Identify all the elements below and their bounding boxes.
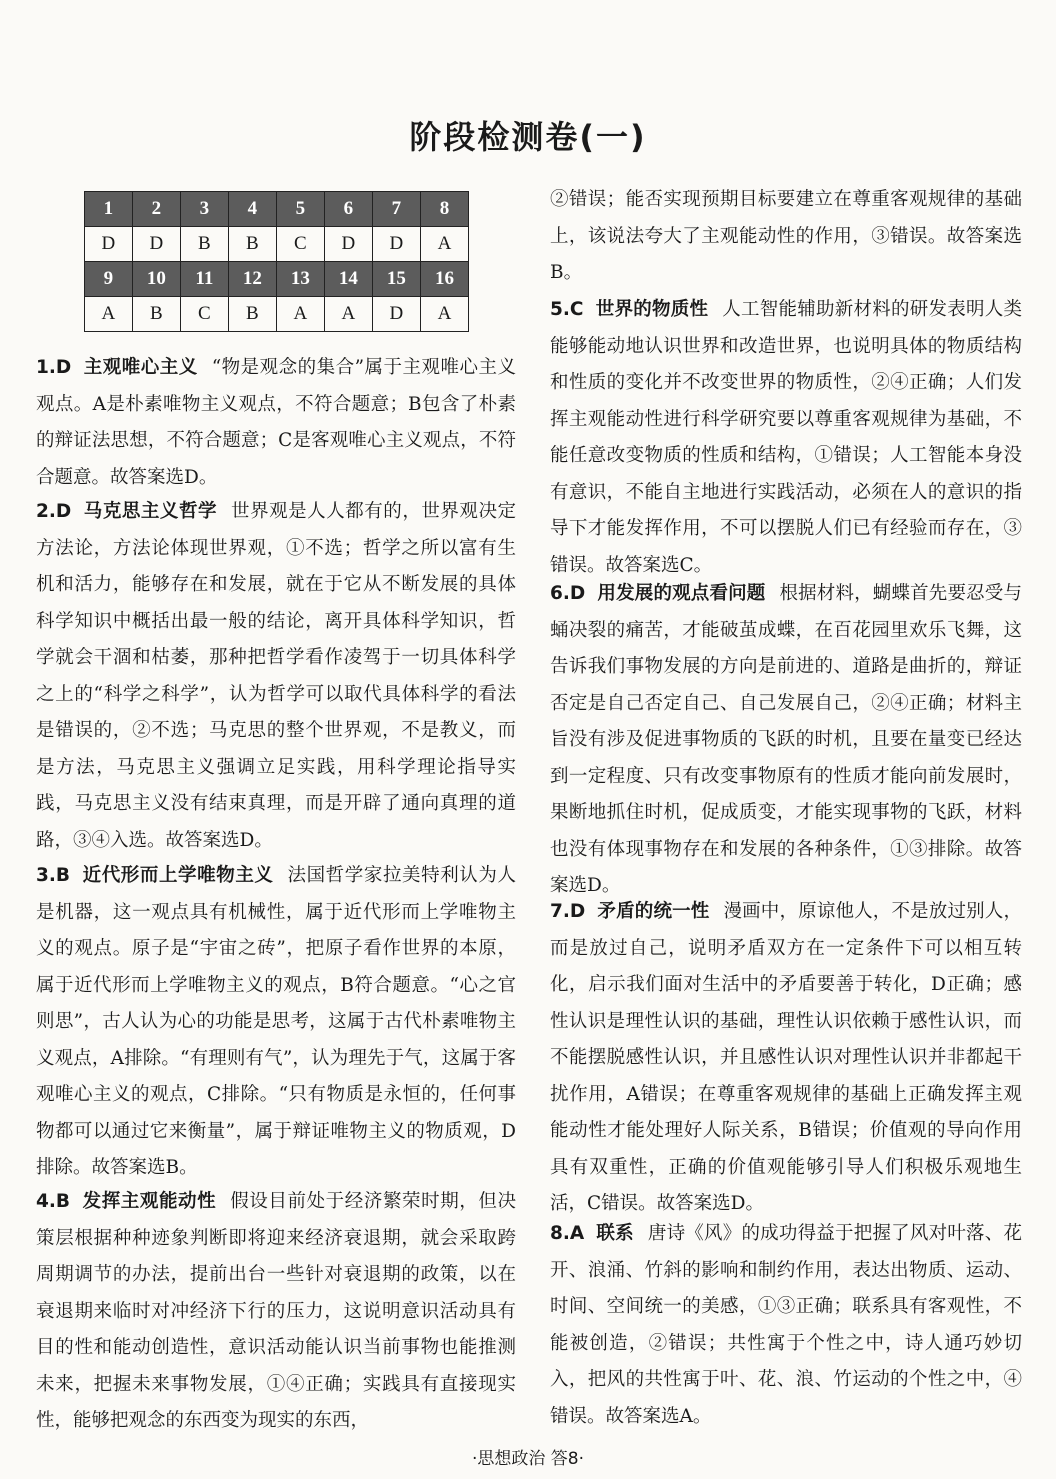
table-cell: 7	[372, 192, 420, 227]
page-title: 阶段检测卷(一)	[409, 118, 647, 156]
answer-item-1: 1.D 主观唯心主义 “物是观念的集合”属于主观唯心主义观点。A是朴素唯物主义观点，不符合题意；B包含了朴素的辩证法思想，不符合题意；C是客观唯心主义观点，不符合题意。故答案选D。	[36, 357, 516, 488]
answer-item-3: 3.B 近代形而上学唯物主义 法国哲学家拉美特利认为人是机器，这一观点具有机械性，属于近代形而上学唯物主义的观点。原子是“宇宙之砖”，把原子看作世界的本原，属于近代形而上学唯物主义的观点，B符合题意。“心之官则思”，古人认为心的功能是思考，这属于古代朴素唯物主义观点，A排除。“有理则有气”，认为理先于气，这属于客观唯心主义的观点，C排除。“只有物质是永恒的，任何事物都可以通过它来衡量”，属于辩证唯物主义的物质观，D排除。故答案选B。	[36, 865, 516, 1178]
answer-table-number-row	[85, 262, 469, 297]
table-cell: A	[324, 297, 372, 332]
table-cell: 3	[180, 192, 228, 227]
table-cell: D	[372, 297, 420, 332]
answer-item-7: 7.D 矛盾的统一性 漫画中，原谅他人，不是放过别人，而是放过自己，说明矛盾双方在一定条件下可以相互转化，启示我们面对生活中的矛盾要善于转化，D正确；感性认识是理性认识的基础，理性认识依赖于感性认识，而不能摆脱感性认识，并且感性认识对理性认识并非都起干扰作用，A错误；在尊重客观规律的基础上正确发挥主观能动性才能处理好人际关系，B错误；价值观的导向作用具有双重性，正确的价值观能够引导人们积极乐观地生活，C错误。故答案选D。	[550, 901, 1022, 1214]
table-cell: 11	[180, 262, 228, 297]
table-cell: 16	[420, 262, 468, 297]
table-cell: D	[372, 227, 420, 262]
page-footer: ·思想政治 答8·	[471, 1449, 585, 1469]
answer-item-4: 4.B 发挥主观能动性 假设目前处于经济繁荣时期，但决策层根据种种迹象判断即将迎来经济衰退期，就会采取跨周期调节的办法，提前出台一些针对衰退期的政策，以在衰退期来临时对冲经济下行的压力，这说明意识活动具有目的性和能动创造性，意识活动能认识当前事物也能推测未来，把握未来事物发展，①④正确；实践具有直接现实性，能够把观念的东西变为现实的东西，	[36, 1191, 516, 1431]
table-cell: A	[276, 297, 324, 332]
table-cell: A	[420, 227, 468, 262]
table-cell: D	[85, 227, 133, 262]
table-cell: 10	[132, 262, 180, 297]
answer-item-8: 8.A 联系 唐诗《风》的成功得益于把握了风对叶落、花开、浪涌、竹斜的影响和制约作用，表达出物质、运动、时间、空间统一的美感，①③正确；联系具有客观性，不能被创造，②错误；共性寓于个性之中，诗人通巧妙切入，把风的共性寓于叶、花、浪、竹运动的个性之中，④错误。故答案选A。	[550, 1223, 1022, 1427]
table-cell: B	[132, 297, 180, 332]
table-cell: C	[180, 297, 228, 332]
table-cell: D	[132, 227, 180, 262]
table-cell: B	[228, 297, 276, 332]
answer-item-5: 5.C 世界的物质性 人工智能辅助新材料的研发表明人类能够能动地认识世界和改造世界，也说明具体的物质结构和性质的变化并不改变世界的物质性，②④正确；人们发挥主观能动性进行科学研究要以尊重客观规律为基础，不能任意改变物质的性质和结构，①错误；人工智能本身没有意识，不能自主地进行实践活动，必须在人的意识的指导下才能发挥作用，不可以摆脱人们已有经验而存在，③错误。故答案选C。	[550, 299, 1022, 576]
table-cell: 8	[420, 192, 468, 227]
table-cell: 5	[276, 192, 324, 227]
table-cell: C	[276, 227, 324, 262]
table-cell: 13	[276, 262, 324, 297]
table-cell: 6	[324, 192, 372, 227]
table-cell: 14	[324, 262, 372, 297]
table-cell: A	[85, 297, 133, 332]
table-cell: B	[180, 227, 228, 262]
answer-item-4-continued: ②错误；能否实现预期目标要建立在尊重客观规律的基础上，该说法夸大了主观能动性的作用，③错误。故答案选B。	[550, 189, 1022, 283]
table-cell: 2	[132, 192, 180, 227]
answer-table-answer-row	[85, 297, 469, 332]
answer-table-number-row	[85, 192, 469, 227]
answer-table-answer-row	[85, 227, 469, 262]
table-cell: B	[228, 227, 276, 262]
table-cell: 12	[228, 262, 276, 297]
table-cell: 1	[85, 192, 133, 227]
table-cell: 9	[85, 262, 133, 297]
table-cell: D	[324, 227, 372, 262]
table-cell: 15	[372, 262, 420, 297]
table-cell: A	[420, 297, 468, 332]
answer-table	[84, 191, 469, 332]
answer-item-6: 6.D 用发展的观点看问题 根据材料，蝴蝶首先要忍受与蛹决裂的痛苦，才能破茧成蝶，在百花园里欢乐飞舞，这告诉我们事物发展的方向是前进的、道路是曲折的，辩证否定是自己否定自己、自己发展自己，②④正确；材料主旨没有涉及促进事物质的飞跃的时机，且要在量变已经达到一定程度、只有改变事物原有的性质才能向前发展时，果断地抓住时机，促成质变，才能实现事物的飞跃，材料也没有体现事物存在和发展的各种条件，①③排除。故答案选D。	[550, 583, 1022, 896]
table-cell: 4	[228, 192, 276, 227]
answer-item-2: 2.D 马克思主义哲学 世界观是人人都有的，世界观决定方法论，方法论体现世界观，①不选；哲学之所以富有生机和活力，能够存在和发展，就在于它从不断发展的具体科学知识中概括出最一般的结论，离开具体科学知识，哲学就会干涸和枯萎，那种把哲学看作凌驾于一切具体科学之上的“科学之科学”，认为哲学可以取代具体科学的看法是错误的，②不选；马克思的整个世界观，不是教义，而是方法，马克思主义强调立足实践，用科学理论指导实践，马克思主义没有结束真理，而是开辟了通向真理的道路，③④入选。故答案选D。	[36, 501, 516, 851]
